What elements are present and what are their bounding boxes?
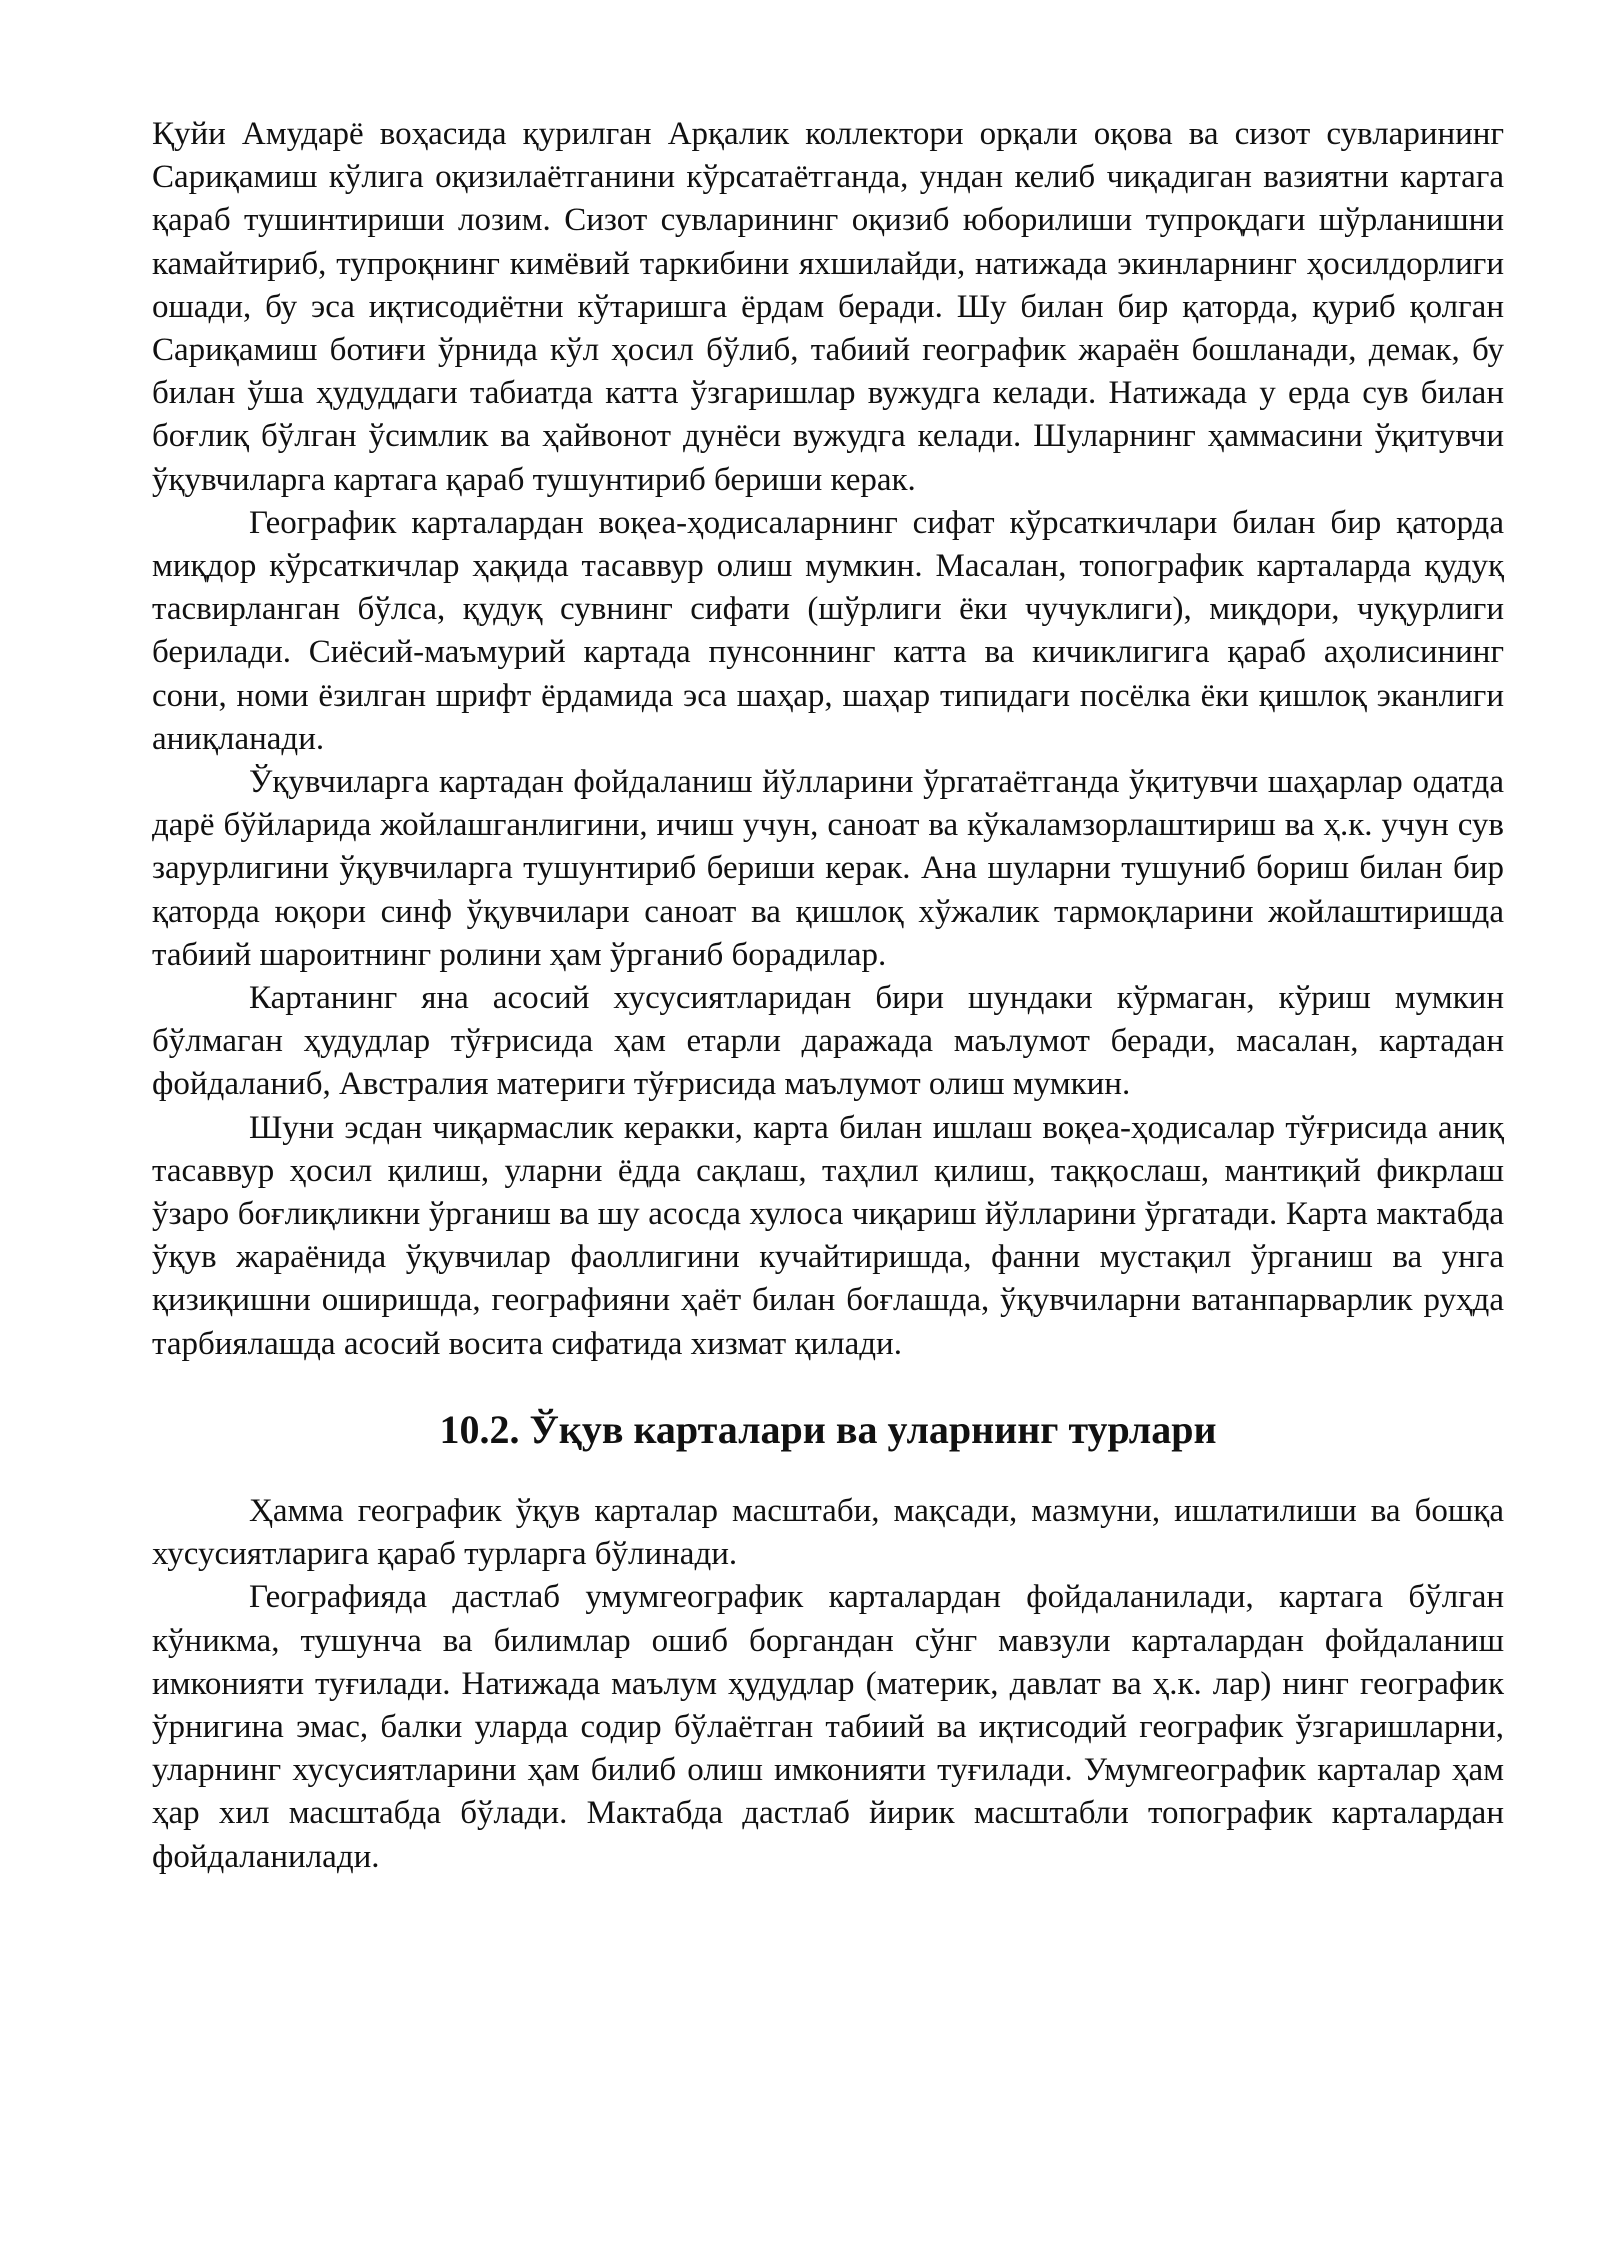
paragraph-map-work-skills: Шуни эсдан чиқармаслик керакки, карта билан ишлаш воқеа-ҳодисалар тўғрисида аниқ тасаввур ҳосил қилиш, уларни ёдда сақлаш, таҳлил қилиш, таққослаш, мантиқий фикрлаш ўзаро боғлиқликни ўрганиш ва шу асосда хулоса чиқариш йўлларини ўргатади. Карта мактабда ўқув жараёнида ўқувчилар фаоллигини кучайтиришда, фанни мустақил ўрганиш ва унга қизиқишни оширишда, географияни ҳаёт билан боғлашда, ўқувчиларни ватанпарварлик руҳда тарбиялашда асосий восита сифатида хизмат қилади. [152, 1109, 1504, 1362]
section-heading: 10.2. Ўқув карталари ва уларнинг турлари [439, 1406, 1217, 1452]
paragraph-unseen-territories: Картанинг яна асосий хусусиятларидан бири шундаки кўрмаган, кўриш мумкин бўлмаган ҳудудлар тўғрисида ҳам етарли даражада маълумот беради, масалан, картадан фойдаланиб, Австралия материги тўғрисида маълумот олиш мумкин. [152, 980, 1504, 1103]
paragraph-general-maps: Географияда дастлаб умумгеографик карталардан фойдаланилади, картага бўлган кўникма, тушунча ва билимлар ошиб боргандан сўнг мавзули карталардан фойдаланиш имконияти туғилади. Натижада маълум ҳудудлар (материк, давлат ва ҳ.к. лар) нинг географик ўрнигина эмас, балки уларда содир бўлаётган табиий ва иқтисодий географик ўзгаришларни, уларнинг хусусиятларини ҳам билиб олиш имконияти туғилади. Умумгеографик карталар ҳам ҳар хил масштабда бўлади. Мактабда дастлаб йирик масштабли топографик карталардан фойдаланилади. [152, 1579, 1504, 1875]
paragraph-map-types: Ҳамма географик ўқув карталар масштаби, мақсади, мазмуни, ишлатилиши ва бошқа хусусиятларига қараб турларга бўлинади. [152, 1492, 1504, 1573]
paragraph-arkalik-collector: Қуйи Амударё воҳасида қурилган Арқалик коллектори орқали оқова ва сизот сувларининг Сариқамиш кўлига оқизилаётганини кўрсатаётганда, ундан келиб чиқадиган вазиятни картага қараб тушинтириши лозим. Сизот сувларининг оқизиб юборилиши тупроқдаги шўрланишни камайтириб, тупроқнинг кимёвий таркибини яхшилайди, натижада экинларнинг ҳосилдорлиги ошади, бу эса иқтисодиётни кўтаришга ёрдам беради. Шу билан бир қаторда, қуриб қолган Сариқамиш ботиғи ўрнида кўл ҳосил бўлиб, табиий географик жараён бошланади, демак, бу билан ўша ҳудуддаги табиатда катта ўзгаришлар вужудга келади. Натижада у ерда сув билан боғлиқ бўлган ўсимлик ва ҳайвонот дунёси вужудга келади. Шуларнинг ҳаммасини ўқитувчи ўқувчиларга картага қараб тушунтириб бериши керак. [152, 116, 1504, 498]
paragraph-cities-rivers: Ўқувчиларга картадан фойдаланиш йўлларини ўргатаётганда ўқитувчи шаҳарлар одатда дарё бўйларида жойлашганлигини, ичиш учун, саноат ва кўкаламзорлаштириш ва ҳ.к. учун сув зарурлигини ўқувчиларга тушунтириб бериши керак. Ана шуларни тушуниб бориш билан бир қаторда юқори синф ўқувчилари саноат ва қишлоқ хўжалик тармоқларини жойлаштиришда табиий шароитнинг ролини ҳам ўрганиб борадилар. [152, 764, 1504, 973]
document-page [152, 113, 1504, 1879]
paragraph-quantitative-indicators: Географик карталардан воқеа-ҳодисаларнинг сифат кўрсаткичлари билан бир қаторда миқдор кўрсаткичлар ҳақида тасаввур олиш мумкин. Масалан, топографик карталарда қудуқ тасвирланган бўлса, қудуқ сувнинг сифати (шўрлиги ёки чучуклиги), миқдори, чуқурлиги берилади. Сиёсий-маъмурий картада пунсоннинг катта ва кичиклигига қараб аҳолисининг сони, номи ёзилган шрифт ёрдамида эса шаҳар, шаҳар типидаги посёлка ёки қишлоқ эканлиги аниқланади. [152, 504, 1504, 757]
